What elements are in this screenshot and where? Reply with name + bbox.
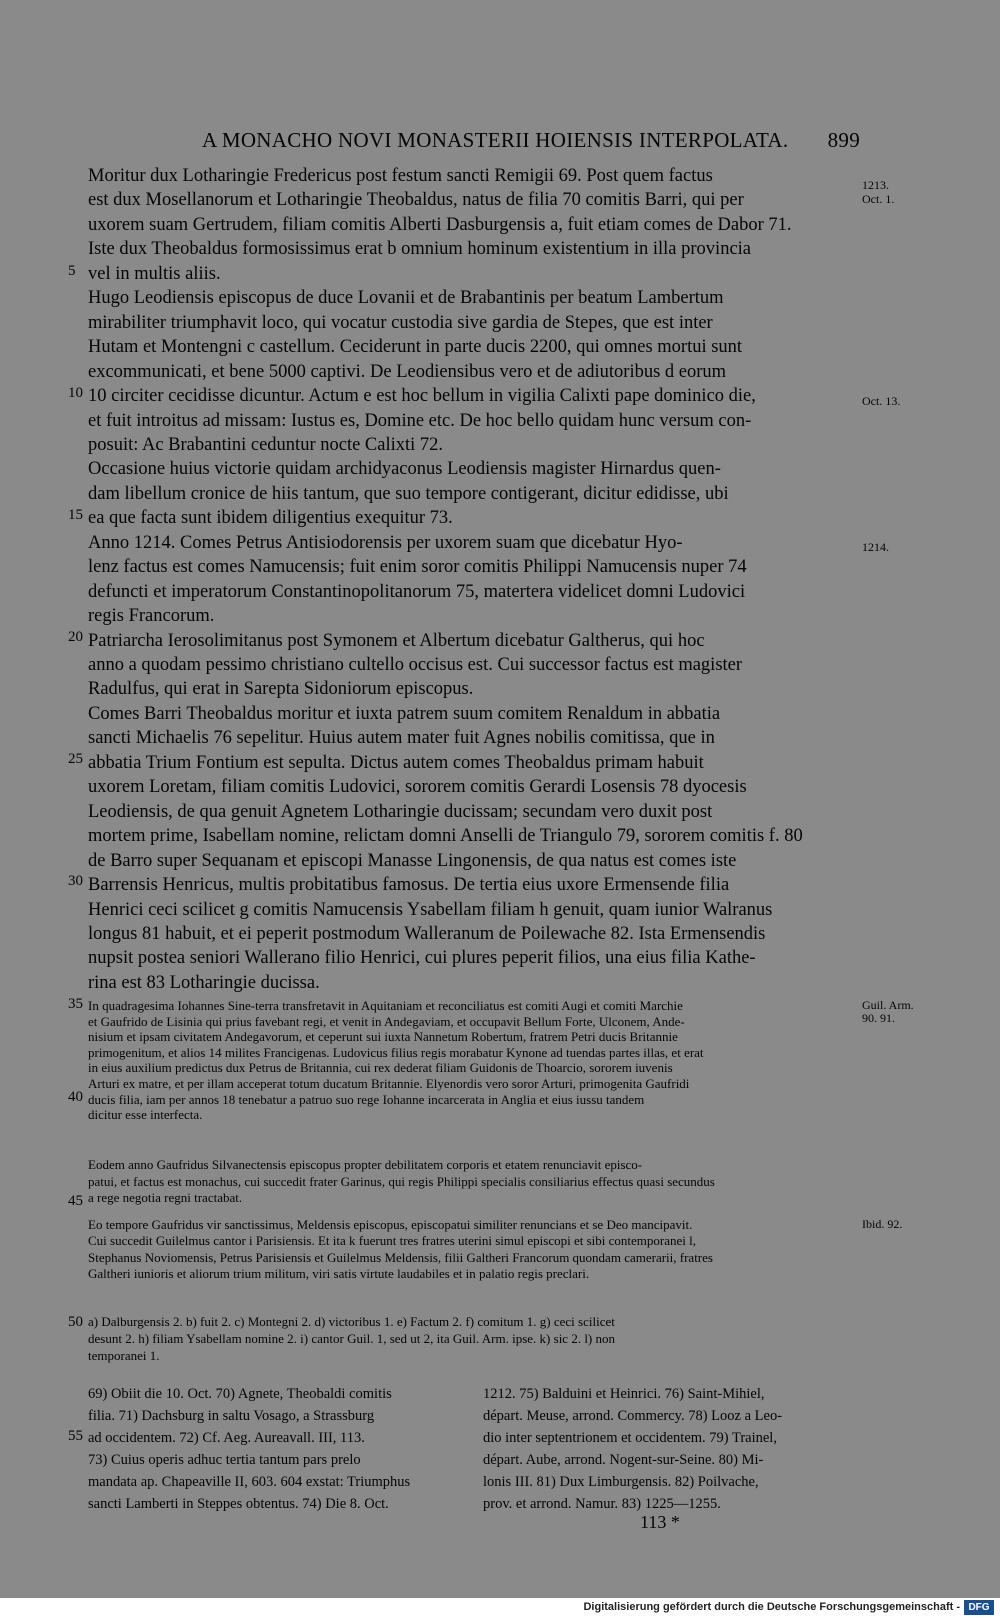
text-line: Arturi ex matre, et per illam acceperat totum ducatum Britannie. Elyenordis vero soror Arturi, primogenita Gaufridi <box>88 1076 690 1091</box>
text-line: Comes Barri Theobaldus moritur et iuxta patrem suum comitem Renaldum in abbatia <box>88 703 721 724</box>
text-line: Henrici ceci scilicet g comitis Namucensis Ysabellam filiam h genuit, quam iunior Walranus <box>88 899 773 920</box>
note-line: lonis III. 81) Dux Limburgensis. 82) Poilvache, <box>483 1474 759 1490</box>
text-line: nupsit postea seniori Wallerano filio Henrici, cui plures peperit filios, una eius filia Kathe- <box>88 948 756 969</box>
text-line: Galtheri iunioris et aliorum trium militum, viri satis virtute laudabiles et in palatio regis preclari. <box>88 1266 590 1281</box>
text-line: posuit: Ac Brabantini ceduntur nocte Calixti 72. <box>88 434 444 455</box>
text-line: nisium et ipsam civitatem Andegavorum, et ceperunt sui iuxta Nannetum Robertum, fratrem Petri ducis Britannie <box>88 1029 678 1045</box>
note-line: mandata ap. Chapeaville II, 603. 604 exstat: Triumphus <box>88 1474 411 1490</box>
text-line: est dux Mosellanorum et Lotharingie Theobaldus, natus de filia 70 comitis Barri, qui per <box>88 190 744 211</box>
text-line: et fuit introitus ad missam: Iustus es, Domine etc. De hoc bello quidam hunc versum con- <box>88 410 752 431</box>
text-line: ea que facta sunt ibidem diligentius exequitur 73. <box>88 508 453 529</box>
line-number: 15 <box>68 507 83 523</box>
text-line: de Barro super Sequanam et episcopi Manasse Lingonensis, de qua natus est comes iste <box>88 850 737 871</box>
text-line: lenz factus est comes Namucensis; fuit enim soror comitis Philippi Namucensis nuper 74 <box>88 557 747 578</box>
text-line: a rege negotia regni tractabat. <box>88 1190 243 1205</box>
line-number: 45 <box>68 1193 83 1209</box>
text-line: regis Francorum. <box>88 606 215 627</box>
line-number: 50 <box>68 1314 83 1330</box>
text-line: primogenitum, et alios 14 milites Francigenas. Ludovicus filius regis morabatur Kynone ad tuendas partes illas, et erat <box>88 1044 704 1060</box>
note-line: dio inter septentrionem et occidentem. 79) Trainel, <box>483 1430 777 1446</box>
note-line: départ. Meuse, arrond. Commercy. 78) Looz a Leo- <box>483 1408 783 1424</box>
text-line: Leodiensis, de qua genuit Agnetem Lotharingie ducissam; secundam vero duxit post <box>88 801 713 822</box>
note-line: filia. 71) Dachsburg in saltu Vosago, a Strassburg <box>88 1408 375 1424</box>
note-line: 1212. 75) Balduini et Heinrici. 76) Saint-Mihiel, <box>483 1386 765 1402</box>
text-line: excommunicati, et bene 5000 captivi. De Leodiensibus vero et de adiutoribus d eorum <box>88 361 727 382</box>
text-line: dicitur esse interfecta. <box>88 1107 203 1123</box>
note-line: 73) Cuius operis adhuc tertia tantum pars prelo <box>88 1452 361 1468</box>
text-line: Barrensis Henricus, multis probitatibus famosus. De tertia eius uxore Ermensende filia <box>88 875 730 896</box>
text-line: longus 81 habuit, et ei peperit postmodum Walleranum de Poilewache 82. Ista Ermensendis <box>88 923 766 944</box>
footer-text: Digitalisierung gefördert durch die Deutsche Forschungsgemeinschaft - <box>583 1601 960 1613</box>
text-line: Hutam et Montengni c castellum. Ceciderunt in parte ducis 2200, qui omnes mortui sunt <box>88 337 743 358</box>
apparatus-line: temporanei 1. <box>88 1348 160 1363</box>
text-line: rina est 83 Lotharingie ducissa. <box>88 972 320 993</box>
margin-note: 1213. <box>862 178 889 192</box>
line-number: 5 <box>68 263 76 279</box>
line-number: 30 <box>68 873 83 889</box>
text-line: uxorem suam Gertrudem, filiam comitis Alberti Dasburgensis a, fuit etiam comes de Dabor 71. <box>88 214 792 235</box>
text-line: Hugo Leodiensis episcopus de duce Lovanii et de Brabantinis per beatum Lambertum <box>88 288 724 309</box>
dfg-logo: DFG <box>964 1600 994 1615</box>
line-number: 20 <box>68 629 83 645</box>
margin-note: Guil. Arm. <box>862 998 914 1012</box>
note-line: ad occidentem. 72) Cf. Aeg. Aureavall. III, 113. <box>88 1430 365 1446</box>
text-line: Eodem anno Gaufridus Silvanectensis episcopus propter debilitatem corporis et etatem renunciavit episco- <box>88 1157 643 1172</box>
text-line: in eius auxilium predictus dux Petrus de Britannia, cui rex dederat filiam Guidonis de Thoarcio, sororem iuvenis <box>88 1060 673 1076</box>
margin-note: 1214. <box>862 540 889 554</box>
text-line: Patriarcha Ierosolimitanus post Symonem et Albertum dicebatur Galtherus, qui hoc <box>88 630 705 651</box>
text-line: sancti Michaelis 76 sepelitur. Huius autem mater fuit Agnes nobilis comitissa, que in <box>88 728 715 749</box>
text-line: defuncti et imperatorum Constantinopolitanorum 75, matertera videlicet domni Ludovici <box>88 581 746 602</box>
note-line: prov. et arrond. Namur. 83) 1225—1255. <box>483 1496 721 1512</box>
line-number: 35 <box>68 996 83 1012</box>
line-number: 55 <box>68 1428 83 1444</box>
text-line: Occasione huius victorie quidam archidyaconus Leodiensis magister Hirnardus quen- <box>88 459 721 480</box>
text-line: In quadragesima Iohannes Sine-terra transfretavit in Aquitaniam et reconciliatus est comiti Augi et comiti Marchie <box>88 998 683 1013</box>
text-line: patui, et factus est monachus, cui succedit frater Garinus, qui regis Philippi specialis consiliarius effectus quasi secundus <box>88 1174 715 1189</box>
line-number: 25 <box>68 751 83 767</box>
text-line: mortem prime, Isabellam nomine, relictam domni Anselli de Triangulo 79, sororem comitis f. 80 <box>88 826 803 847</box>
note-line: sancti Lamberti in Steppes obtentus. 74) Die 8. Oct. <box>88 1496 389 1512</box>
margin-note: 90. 91. <box>862 1011 895 1025</box>
running-title: A MONACHO NOVI MONASTERII HOIENSIS INTERPOLATA. <box>202 128 789 152</box>
signature-mark: 113 * <box>640 1512 680 1532</box>
text-line: et Gaufrido de Lisinia qui prius favebant regi, et venit in Andegaviam, et occupavit Bellum Forte, Ulconem, Ande- <box>88 1013 685 1029</box>
text-line: Eo tempore Gaufridus vir sanctissimus, Meldensis episcopus, episcopatui similiter renuncians et se Deo mancipavit. <box>88 1217 693 1232</box>
text-line: vel in multis aliis. <box>88 263 221 284</box>
line-number: 40 <box>68 1089 83 1105</box>
text-line: Iste dux Theobaldus formosissimus erat b omnium hominum existentium in illa provincia <box>88 239 752 260</box>
note-line: départ. Aube, arrond. Nogent-sur-Seine. 80) Mi- <box>483 1452 764 1468</box>
text-line: Anno 1214. Comes Petrus Antisiodorensis per uxorem suam que dicebatur Hyo- <box>88 532 683 553</box>
margin-note: Ibid. 92. <box>862 1217 903 1231</box>
page-number: 899 <box>827 128 860 152</box>
text-line: Radulfus, qui erat in Sarepta Sidoniorum episcopus. <box>88 679 474 700</box>
footer-bar <box>0 1598 1000 1618</box>
text-line: Cui succedit Guilelmus cantor i Parisiensis. Et ita k fuerunt tres fratres uterini simul episcopi et sibi contemporanei l, <box>88 1233 696 1248</box>
note-line: 69) Obiit die 10. Oct. 70) Agnete, Theobaldi comitis <box>88 1386 392 1402</box>
text-line: Moritur dux Lotharingie Fredericus post festum sancti Remigii 69. Post quem factus <box>88 166 713 186</box>
apparatus-line: a) Dalburgensis 2. b) fuit 2. c) Montegni 2. d) victoribus 1. e) Factum 2. f) comitum 1. g) ceci scilicet <box>88 1314 615 1329</box>
text-line: mirabiliter triumphavit loco, qui vocatur custodia sive gardia de Stepes, que est inter <box>88 312 713 333</box>
text-line: uxorem Loretam, filiam comitis Ludovici, sororem comitis Gerardi Losensis 78 dyocesis <box>88 777 747 798</box>
margin-note: Oct. 13. <box>862 394 901 408</box>
text-line: abbatia Trium Fontium est sepulta. Dictus autem comes Theobaldus primam habuit <box>88 752 704 773</box>
text-line: anno a quodam pessimo christiano cultello occisus est. Cui successor factus est magister <box>88 655 743 675</box>
margin-note: Oct. 1. <box>862 192 895 206</box>
apparatus-line: desunt 2. h) filiam Ysabellam nomine 2. i) cantor Guil. 1, sed ut 2, ita Guil. Arm. ipse. k) sic 2. l) non <box>88 1331 616 1346</box>
text-line: Stephanus Noviomensis, Petrus Parisiensis et Guilelmus Meldensis, filii Galtheri Francorum quondam camerarii, fratres <box>88 1250 713 1265</box>
line-number: 10 <box>68 385 83 401</box>
text-line: dam libellum cronice de hiis tantum, que suo tempore contigerant, dicitur edidisse, ubi <box>88 483 729 504</box>
text-line: 10 circiter cecidisse dicuntur. Actum e est hoc bellum in vigilia Calixti pape dominico die, <box>88 386 756 407</box>
text-line: ducis filia, iam per annos 18 tenebatur a patruo suo rege Iohanne incarcerata in Anglia et eius iussu tandem <box>88 1091 645 1107</box>
